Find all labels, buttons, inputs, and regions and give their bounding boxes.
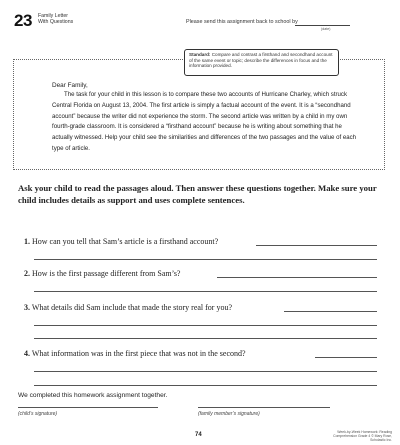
copyright-credit: Week-by-Week Homework: Reading Comprehension Grade 4 © Mary Rose, Scholastic Inc. bbox=[333, 430, 392, 443]
letter-body: The task for your child in this lesson is to compare these two accounts of Hurricane Charley, which struck Central Florida on August 13, 2004. The first article is simply a factual account of the event. It is a “secondhand account” because the writer did not experience the storm. The second article was written by a child in my own fourth-grade classroom. It is considered a “firsthand account” because he is writing about something that he actually witnessed. Help your child see the similarities and differences of the two passages and the value of each type of article. bbox=[52, 91, 357, 152]
page-footer-number: 74 bbox=[195, 432, 202, 438]
answer-line[interactable] bbox=[284, 311, 377, 312]
question-2 bbox=[24, 269, 180, 278]
header-label bbox=[38, 13, 73, 25]
completion-statement: We completed this homework assignment together. bbox=[18, 392, 168, 399]
question-4-text: What information was in the first piece that was not in the second? bbox=[31, 349, 246, 358]
question-1-number: 1. bbox=[24, 237, 30, 246]
standard-text: Compare and contrast a firsthand and secondhand account of the same event or topic; describe the differences in focus and the information provided. bbox=[189, 52, 333, 69]
send-back-note: Please send this assignment back to school by bbox=[186, 19, 298, 25]
standard-label: Standard: bbox=[189, 52, 211, 57]
answer-line[interactable] bbox=[34, 259, 377, 260]
question-3-text: What details did Sam include that made the story real for you? bbox=[31, 303, 233, 312]
answer-line[interactable] bbox=[34, 291, 377, 292]
answer-line[interactable] bbox=[315, 357, 377, 358]
question-3 bbox=[24, 303, 232, 312]
answer-line[interactable] bbox=[34, 371, 377, 372]
child-signature-label: (child’s signature) bbox=[18, 411, 58, 417]
answer-line bbox=[34, 385, 377, 386]
question-2-number: 2. bbox=[24, 269, 30, 278]
family-signature-line[interactable] bbox=[198, 407, 330, 408]
family-signature-label: (family member’s signature) bbox=[198, 411, 260, 417]
question-3-number: 3. bbox=[24, 303, 30, 312]
standard-callout bbox=[184, 49, 339, 76]
letter-salutation: Dear Family, bbox=[52, 82, 88, 89]
instructions: Ask your child to read the passages aloud. Then answer these questions together. Make sure your child includes details as support and uses complete sentences. bbox=[18, 183, 377, 205]
date-label: (date) bbox=[321, 27, 331, 31]
question-4-number: 4. bbox=[24, 349, 30, 358]
question-4 bbox=[24, 349, 246, 358]
header-label-line2: With Questions bbox=[38, 19, 74, 26]
child-signature-line[interactable] bbox=[18, 407, 158, 408]
question-1 bbox=[24, 237, 218, 246]
answer-line[interactable] bbox=[34, 325, 377, 326]
date-blank-line[interactable] bbox=[295, 25, 350, 26]
header-label-line1: Family Letter bbox=[38, 13, 68, 19]
answer-line[interactable] bbox=[34, 338, 377, 339]
question-2-text: How is the first passage different from Sam’s? bbox=[32, 269, 181, 278]
answer-line[interactable] bbox=[256, 245, 377, 246]
answer-line[interactable] bbox=[217, 277, 377, 278]
page-number-badge: 23 bbox=[14, 11, 32, 30]
question-1-text: How can you tell that Sam’s article is a firsthand account? bbox=[32, 237, 219, 246]
